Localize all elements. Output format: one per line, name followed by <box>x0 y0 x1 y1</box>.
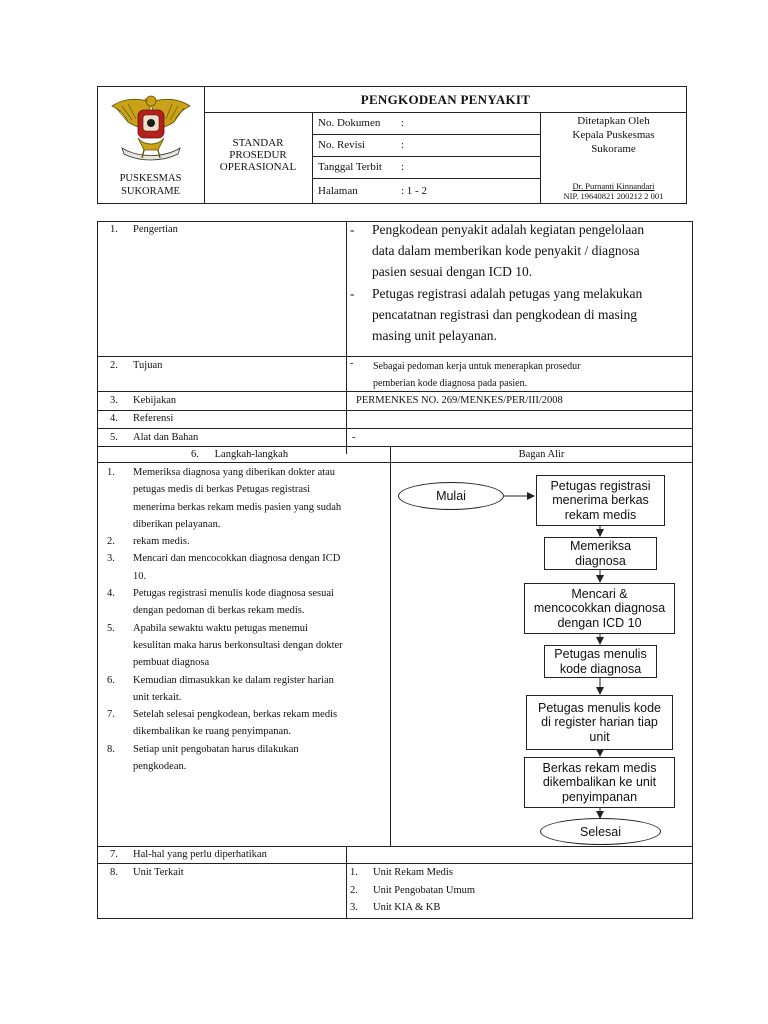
sop-label: STANDAR PROSEDUR OPERASIONAL <box>219 137 297 173</box>
field-label: No. Dokumen <box>318 117 381 129</box>
col-divider <box>346 221 347 454</box>
field-value: : <box>401 117 405 129</box>
row-number: 2. <box>110 360 118 371</box>
garuda-emblem <box>108 92 194 166</box>
flow-step: Petugas menulis kode di register harian tiap unit <box>526 695 673 750</box>
flow-step: Berkas rekam medis dikembalikan ke unit penyimpanan <box>524 757 675 808</box>
row-label: Hal-hal yang perlu diperhatikan <box>133 849 267 860</box>
purpose-text: Sebagai pedoman kerja untuk menerapkan prosedur pemberian kode diagnosa pada pasien. <box>373 361 581 389</box>
list-item: 1. Memeriksa diagnosa yang diberikan dokter atau petugas medis di berkas Petugas registrasi menerima berkas rekam medis pasien yang sudah diberikan pelayanan. <box>107 467 342 530</box>
flow-end: Selesai <box>540 818 661 845</box>
list-item: 8. Setiap unit pengobatan harus dilakukan pengkodean. <box>107 743 299 773</box>
header-divider-sop <box>312 112 313 204</box>
flowchart-header: Bagan Alir <box>518 449 565 460</box>
row-divider <box>97 356 693 357</box>
field-value: : <box>401 161 405 173</box>
tools-value: - <box>352 432 356 443</box>
row-number: 1. <box>110 224 118 235</box>
row-number: 5. <box>110 432 118 443</box>
list-item: 7. Setelah selesai pengkodean, berkas rekam medis dikembalikan ke ruang penyimpanan. <box>107 709 338 738</box>
list-item: 2. rekam medis. <box>107 536 190 548</box>
field-label: Halaman <box>318 185 358 197</box>
related-units-list <box>350 866 475 919</box>
field-value: : 1 - 2 <box>401 185 427 197</box>
document-title: PENGKODEAN PENYAKIT <box>360 92 531 107</box>
list-item: 3. Mencari dan mencocokkan diagnosa dengan ICD 10. <box>107 553 341 582</box>
row-label: Unit Terkait <box>133 867 184 878</box>
row-number: 7. <box>110 849 118 860</box>
signer-nip: NIP. 19640821 200212 2 001 <box>563 191 664 201</box>
list-item: 3. Unit KIA & KB <box>350 902 441 913</box>
row-label: Referensi <box>133 413 174 424</box>
row-divider <box>97 446 693 447</box>
steps-header: 6. Langkah-langkah <box>191 449 289 460</box>
list-item: 4. Petugas registrasi menulis kode diagnosa sesuai dengan pedoman di berkas rekam medis. <box>107 588 334 617</box>
row-number: 3. <box>110 395 118 406</box>
list-item: 2. Unit Pengobatan Umum <box>350 884 476 896</box>
row-divider <box>97 410 693 411</box>
field-label: No. Revisi <box>318 139 366 151</box>
row-label: Tujuan <box>133 360 163 371</box>
definition-bullet: - Pengkodean penyakit adalah kegiatan pengelolaan data dalam memberikan kode penyakit / diagnosa pasien sesuai dengan ICD 10. <box>350 222 645 279</box>
row-divider <box>97 846 693 847</box>
field-label: Tanggal Terbit <box>318 161 382 173</box>
list-item: 1. Unit Rekam Medis <box>350 867 453 878</box>
header-title-underline <box>204 112 687 113</box>
field-divider <box>312 156 540 157</box>
field-divider <box>312 134 540 135</box>
field-value: : <box>401 139 405 151</box>
list-item: 6. Kemudian dimasukkan ke dalam register harian unit terkait. <box>107 674 334 703</box>
approval-block: Ditetapkan Oleh Kepala Puskesmas Sukorame <box>572 115 655 155</box>
flow-step: Memeriksa diagnosa <box>544 537 657 570</box>
purpose-dash: - <box>350 358 354 369</box>
row-divider <box>97 428 693 429</box>
row-divider <box>97 863 693 864</box>
flow-step: Petugas menulis kode diagnosa <box>544 645 657 678</box>
flow-step: Mencari & mencocokkan diagnosa dengan ICD 10 <box>524 583 675 634</box>
flow-start: Mulai <box>398 482 504 510</box>
signer-name: Dr. Purnanti Kinnandari <box>572 181 655 191</box>
field-divider <box>312 178 540 179</box>
list-item: 5. Apabila sewaktu waktu petugas menemui kesulitan maka harus berkonsultasi dengan dokter pembuat diagnosa <box>107 622 343 669</box>
row-label: Alat dan Bahan <box>133 432 199 443</box>
policy-value: PERMENKES NO. 269/MENKES/PER/III/2008 <box>356 395 563 406</box>
steps-list <box>107 464 387 775</box>
row-label: Kebijakan <box>133 395 177 406</box>
row-number: 8. <box>110 867 118 878</box>
col-divider <box>346 846 347 919</box>
definition-bullet: - Petugas registrasi adalah petugas yang melakukan pencatatnan registrasi dan pengkodean di masing masing unit pelayanan. <box>350 286 643 343</box>
row-number: 4. <box>110 413 118 424</box>
row-label: Pengertian <box>133 224 178 235</box>
org-name: PUSKESMAS SUKORAME <box>119 173 182 197</box>
flow-step: Petugas registrasi menerima berkas rekam medis <box>536 475 665 526</box>
